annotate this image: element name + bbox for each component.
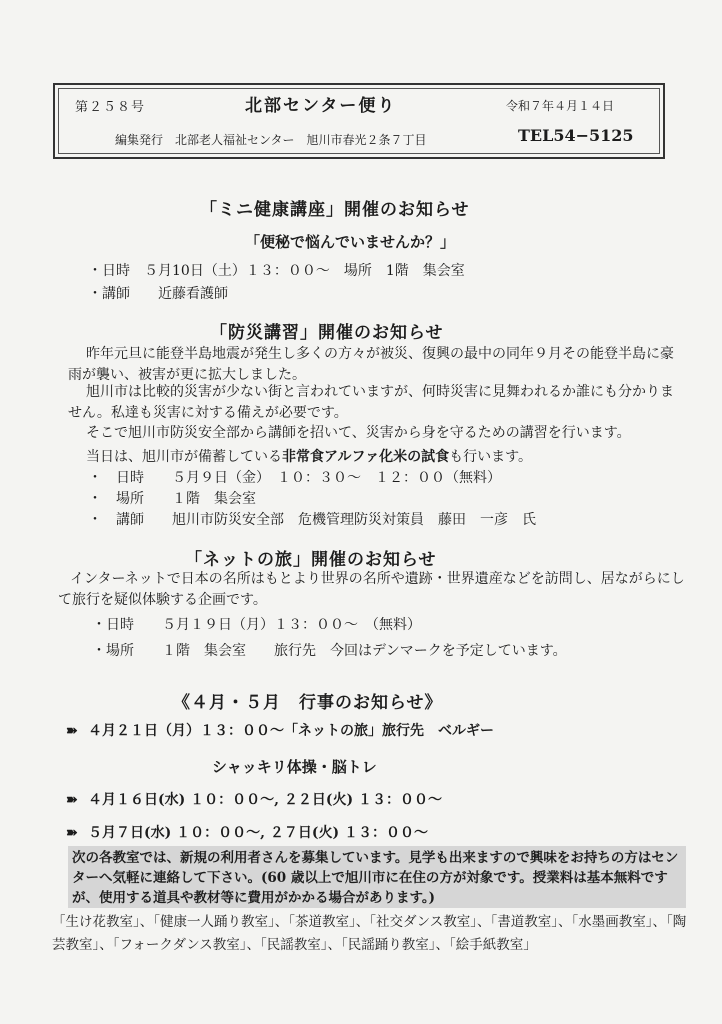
issue-number: 第２５８号: [75, 100, 146, 115]
recruit-notice: 次の各教室では、新規の利用者さんを募集しています。見学も出来ますので興味をお持ちの方はセンターへ気軽に連絡して下さい。(60 歳以上で旭川市に在住の方が対象です。授業料は基本無料ですが、使用する道具や教材等に費用がかかる場合があります。): [72, 850, 679, 906]
arrow-bullet-icon: ➽: [66, 792, 78, 808]
health-subtitle: 「便秘で悩んでいませんか？」: [245, 233, 456, 251]
event-3: ➽ ５月７日(水) １０：００〜, ２７日(火) １３：００〜: [66, 825, 428, 841]
net-description: インターネットで日本の名所はもとより世界の名所や遺跡・世界遺産などを訪問し、居ながらにして旅行を疑似体験する企画です。: [58, 571, 685, 608]
issue-date: 令和７年４月１４日: [506, 99, 615, 113]
health-heading: 「ミニ健康講座」開催のお知らせ: [200, 200, 470, 220]
arrow-bullet-icon: ➽: [66, 825, 78, 841]
disaster-datetime: ・ 日時 ５月９日（金） １０：３０〜 １２：００（無料）: [88, 470, 501, 486]
exercise-heading: シャッキリ体操・脳トレ: [212, 758, 377, 776]
disaster-para-3: そこで旭川市防災安全部から講師を招いて、災害から身を守るための講習を行います。: [86, 425, 631, 441]
event-2: ➽ ４月１６日(水) １０：００〜, ２２日(火) １３：００〜: [66, 792, 442, 808]
health-datetime: ・日時 ５月10日（土）１３：００〜 場所 1階 集会室: [88, 263, 465, 279]
arrow-bullet-icon: ➽: [66, 723, 78, 739]
disaster-para-1: 昨年元旦に能登半島地震が発生し多くの方々が被災、復興の最中の同年９月その能登半島に豪雨が襲い、被害が更に拡大しました。: [68, 346, 674, 383]
net-datetime: ・日時 ５月１９日（月）１３：００〜 （無料）: [92, 617, 421, 633]
health-lecturer: ・講師 近藤看護師: [88, 286, 228, 302]
net-location: ・場所 １階 集会室 旅行先 今回はデンマークを予定しています。: [92, 643, 567, 659]
event-1: ➽ ４月２１日（月）１３：００〜「ネットの旅」旅行先 ベルギー: [66, 723, 494, 739]
net-heading: 「ネットの旅」開催のお知らせ: [185, 550, 437, 570]
disaster-para-2: 旭川市は比較的災害が少ない街と言われていますが、何時災害に見舞われるか誰にも分かりません。私達も災害に対する備えが必要です。: [68, 384, 674, 421]
newsletter-title: 北部センター便り: [245, 96, 397, 116]
class-list: 「生け花教室」、「健康一人踊り教室」、「茶道教室」、「社交ダンス教室」、「書道教室」、「水墨画教室」、「陶芸教室」、「フォークダンス教室」、「民謡教室」、「民謡踊り教室」、「絵手紙教室」: [52, 914, 687, 953]
disaster-para-4: 当日は、旭川市が備蓄している非常食アルファ化米の試食も行います。: [86, 449, 533, 465]
telephone: TEL54−5125: [518, 126, 634, 145]
disaster-lecturer: ・ 講師 旭川市防災安全部 危機管理防災対策員 藤田 一彦 氏: [88, 512, 536, 528]
publisher: 編集発行 北部老人福祉センター 旭川市春光２条７丁目: [115, 133, 427, 147]
events-heading: 《４月・５月 行事のお知らせ》: [173, 693, 443, 713]
disaster-heading: 「防災講習」開催のお知らせ: [210, 323, 444, 343]
disaster-location: ・ 場所 １階 集会室: [88, 491, 256, 507]
